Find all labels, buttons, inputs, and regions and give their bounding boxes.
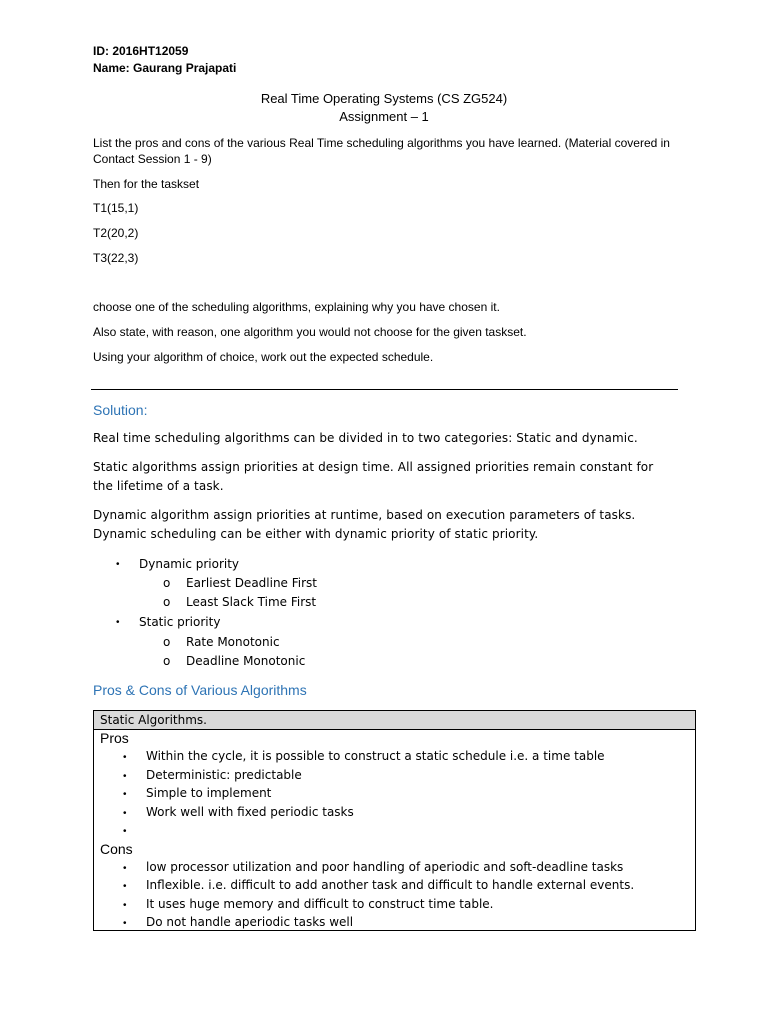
list-item-rm: Rate Monotonic <box>186 635 280 649</box>
bullet-icon: • <box>123 918 127 929</box>
cons-item: Inflexible. i.e. difficult to add another task and difficult to handle external events. <box>146 878 635 892</box>
bullet-icon: • <box>123 771 127 782</box>
bullet-icon: • <box>123 881 127 892</box>
bullet-icon: • <box>123 863 127 874</box>
pros-item: Deterministic: predictable <box>146 768 302 782</box>
sub-bullet-icon: o <box>163 576 171 590</box>
bullet-icon: • <box>123 789 127 800</box>
table-header-row <box>94 711 695 730</box>
task-t3: T3(22,3) <box>93 251 139 265</box>
pros-item: Simple to implement <box>146 786 272 800</box>
list-item-dm: Deadline Monotonic <box>186 654 306 668</box>
solution-paragraph-1: Real time scheduling algorithms can be divided in to two categories: Static and dynamic. <box>93 431 638 445</box>
cons-item: Do not handle aperiodic tasks well <box>146 915 354 929</box>
list-item-static-priority: Static priority <box>139 615 221 629</box>
sub-bullet-icon: o <box>163 635 171 649</box>
task-t2: T2(20,2) <box>93 226 139 240</box>
sub-bullet-icon: o <box>163 654 171 668</box>
question-line-1: List the pros and cons of the various Real Time scheduling algorithms you have learned. (Material covered in <box>93 136 670 150</box>
solution-paragraph-2-line-1: Static algorithms assign priorities at design time. All assigned priorities remain constant for <box>93 460 654 474</box>
sub-bullet-icon: o <box>163 595 171 609</box>
pros-item: Within the cycle, it is possible to construct a static schedule i.e. a time table <box>146 749 605 763</box>
solution-paragraph-3-line-2: Dynamic scheduling can be either with dynamic priority of static priority. <box>93 527 539 541</box>
pros-item: Work well with fixed periodic tasks <box>146 805 354 819</box>
bullet-icon: • <box>123 808 127 819</box>
list-item-dynamic-priority: Dynamic priority <box>139 557 240 571</box>
list-item-edf: Earliest Deadline First <box>186 576 318 590</box>
static-algorithms-table <box>93 710 696 931</box>
student-name: Name: Gaurang Prajapati <box>93 61 237 75</box>
instruction-2: Also state, with reason, one algorithm you would not choose for the given taskset. <box>93 325 527 339</box>
pros-label: Pros <box>100 730 129 746</box>
section-divider <box>91 389 678 390</box>
bullet-icon: • <box>116 617 120 628</box>
solution-heading: Solution: <box>93 402 148 418</box>
bullet-icon: • <box>123 752 127 763</box>
instruction-1: choose one of the scheduling algorithms, explaining why you have chosen it. <box>93 300 500 314</box>
solution-paragraph-3-line-1: Dynamic algorithm assign priorities at runtime, based on execution parameters of tasks. <box>93 508 636 522</box>
solution-paragraph-2-line-2: the lifetime of a task. <box>93 479 224 493</box>
taskset-intro: Then for the taskset <box>93 177 200 191</box>
table-header-label: Static Algorithms. <box>100 713 207 727</box>
pros-cons-heading: Pros & Cons of Various Algorithms <box>93 682 307 698</box>
instruction-3: Using your algorithm of choice, work out the expected schedule. <box>93 350 434 364</box>
cons-item: low processor utilization and poor handling of aperiodic and soft-deadline tasks <box>146 860 624 874</box>
bullet-icon: • <box>116 559 120 570</box>
assignment-title: Assignment – 1 <box>339 109 429 124</box>
course-title: Real Time Operating Systems (CS ZG524) <box>260 91 508 106</box>
bullet-icon: • <box>123 826 127 837</box>
student-id: ID: 2016HT12059 <box>93 44 189 58</box>
cons-item: It uses huge memory and difficult to construct time table. <box>146 897 494 911</box>
question-line-2: Contact Session 1 - 9) <box>93 152 212 166</box>
task-t1: T1(15,1) <box>93 201 139 215</box>
bullet-icon: • <box>123 900 127 911</box>
list-item-lst: Least Slack Time First <box>186 595 317 609</box>
cons-label: Cons <box>100 841 133 857</box>
